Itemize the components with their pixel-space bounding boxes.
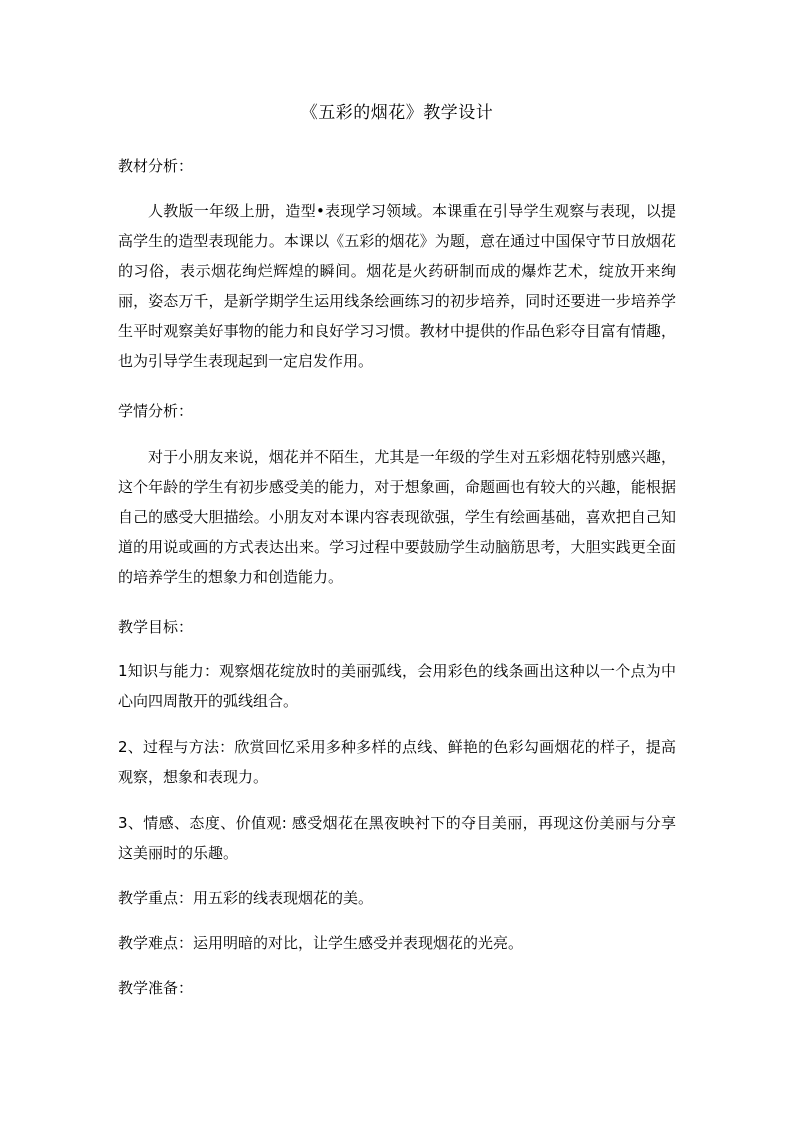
teaching-preparation-heading: 教学准备： (118, 979, 194, 997)
goal-knowledge-ability: 1知识与能力：观察烟花绽放时的美丽弧线，会用彩色的线条画出这种以一个点为中心向四周散开的弧线组合。 (118, 662, 676, 710)
teaching-key-point: 教学重点：用五彩的线表现烟花的美。 (118, 889, 374, 907)
goal-emotion-attitude-values: 3、情感、态度、价值观: 感受烟花在黑夜映衬下的夺目美丽，再现这份美丽与分享这美丽时的乐趣。 (118, 814, 676, 862)
teaching-goals-heading: 教学目标： (118, 618, 194, 636)
goal-process-method: 2、过程与方法：欣赏回忆采用多种多样的点线、鲜艳的色彩勾画烟花的样子，提高观察，想象和表现力。 (118, 738, 676, 786)
textbook-analysis-paragraph: 人教版一年级上册，造型•表现学习领域。本课重在引导学生观察与表现，以提高学生的造型表现能力。本课以《五彩的烟花》为题，意在通过中国保守节日放烟花的习俗，表示烟花绚烂辉煌的瞬间。烟花是火药研制而成的爆炸艺术，绽放开来绚丽，姿态万千，是新学期学生运用线条绘画练习的初步培养，同时还要进一步培养学生平时观察美好事物的能力和良好学习习惯。教材中提供的作品色彩夺目富有情趣，也为引导学生表现起到一定启发作用。 (118, 202, 676, 370)
learner-analysis-heading: 学情分析： (118, 402, 194, 420)
document-title: 《五彩的烟花》教学设计 (300, 103, 494, 123)
learner-analysis-paragraph: 对于小朋友来说，烟花并不陌生，尤其是一年级的学生对五彩烟花特别感兴趣，这个年龄的学生有初步感受美的能力，对于想象画，命题画也有较大的兴趣，能根据自己的感受大胆描绘。小朋友对本课内容表现欲强，学生有绘画基础，喜欢把自己知道的用说或画的方式表达出来。学习过程中要鼓励学生动脑筋思考，大胆实践更全面的培养学生的想象力和创造能力。 (118, 448, 676, 586)
teaching-difficulty: 教学难点：运用明暗的对比，让学生感受并表现烟花的光亮。 (118, 934, 524, 952)
textbook-analysis-heading: 教材分析： (118, 157, 194, 175)
